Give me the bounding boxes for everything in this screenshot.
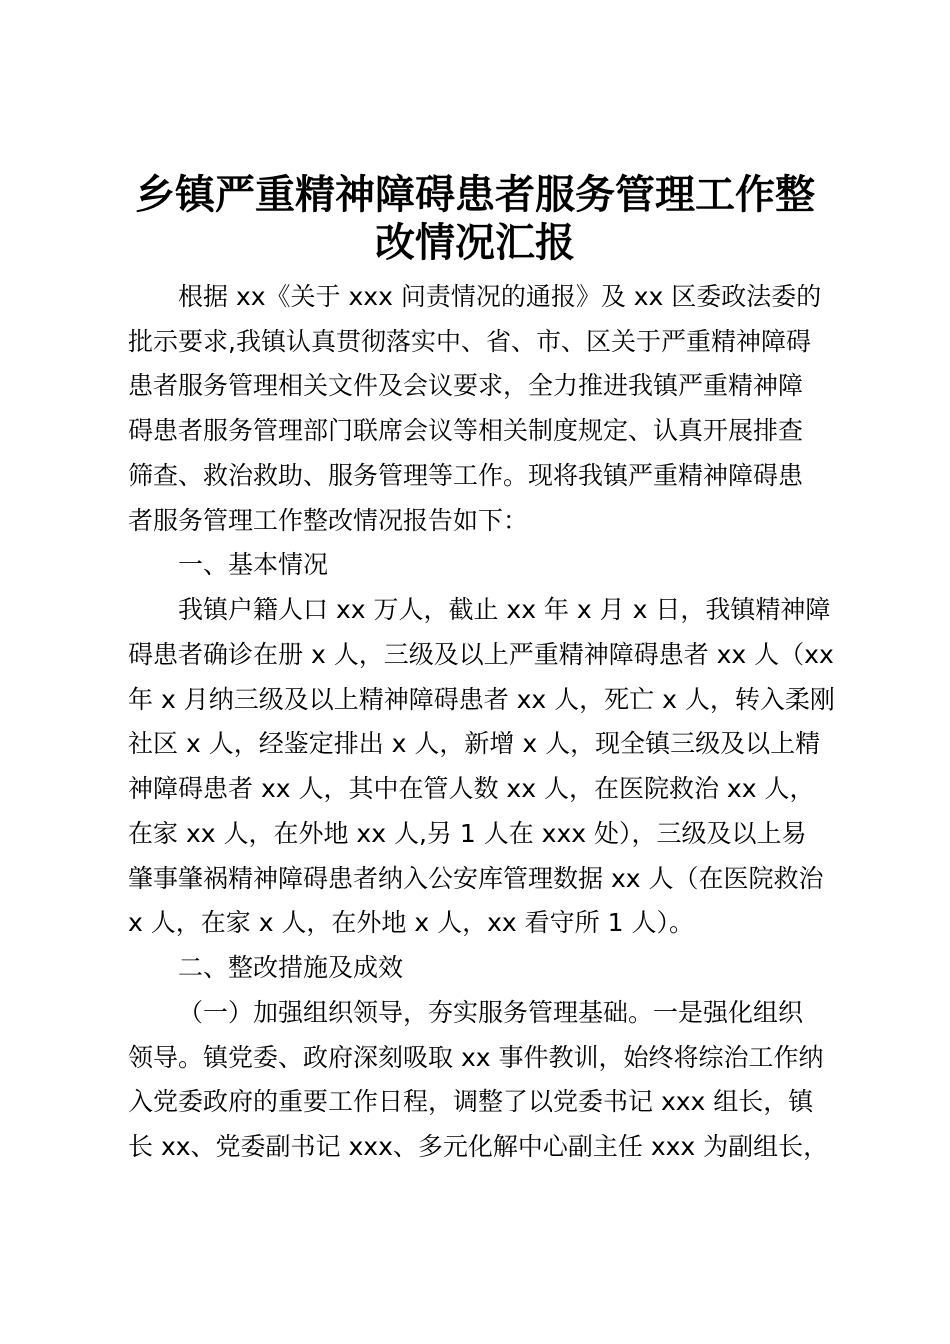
- body-line-12: 神障碍患者 xx 人，其中在管人数 xx 人，在医院救治 xx 人，: [128, 774, 815, 803]
- document-title-line-2: 改情况汇报: [375, 220, 575, 266]
- body-line-5: 筛查、救治救助、服务管理等工作。现将我镇严重精神障碍患: [128, 461, 804, 490]
- body-line-18: 领导。镇党委、政府深刻吸取 xx 事件教训，始终将综治工作纳: [128, 1043, 824, 1072]
- body-line-8: 我镇户籍人口 xx 万人，截止 xx 年 x 月 x 日，我镇精神障: [178, 595, 831, 624]
- section-heading-basic-situation: 一、基本情况: [178, 550, 329, 579]
- body-line-14: 肇事肇祸精神障碍患者纳入公安库管理数据 xx 人（在医院救治: [128, 864, 824, 893]
- body-line-4: 碍患者服务管理部门联席会议等相关制度规定、认真开展排查: [128, 416, 804, 445]
- body-line-11: 社区 x 人，经鉴定排出 x 人，新增 x 人，现全镇三级及以上精: [128, 729, 821, 758]
- body-line-15: x 人，在家 x 人，在外地 x 人，xx 看守所 1 人）。: [128, 908, 694, 937]
- body-line-13: 在家 xx 人，在外地 xx 人,另 1 人在 xxx 处），三级及以上易: [128, 819, 807, 848]
- section-heading-rectification: 二、整改措施及成效: [178, 953, 404, 982]
- body-line-10: 年 x 月纳三级及以上精神障碍患者 xx 人，死亡 x 人，转入柔刚: [128, 685, 835, 714]
- body-line-17: （一）加强组织领导，夯实服务管理基础。一是强化组织: [178, 998, 804, 1027]
- body-line-19: 入党委政府的重要工作日程，调整了以党委书记 xxx 组长，镇: [128, 1087, 814, 1116]
- body-line-6: 者服务管理工作整改情况报告如下：: [128, 506, 529, 535]
- body-line-2: 批示要求,我镇认真贯彻落实中、省、市、区关于严重精神障碍: [128, 327, 811, 356]
- body-line-1: 根据 xx《关于 xxx 问责情况的通报》及 xx 区委政法委的: [178, 282, 822, 311]
- body-line-3: 患者服务管理相关文件及会议要求，全力推进我镇严重精神障: [128, 371, 804, 400]
- document-title-line-1: 乡镇严重精神障碍患者服务管理工作整: [135, 172, 815, 218]
- body-line-9: 碍患者确诊在册 x 人，三级及以上严重精神障碍患者 xx 人（xx: [128, 640, 834, 669]
- body-line-20: 长 xx、党委副书记 xxx、多元化解中心副主任 xxx 为副组长，: [128, 1132, 829, 1161]
